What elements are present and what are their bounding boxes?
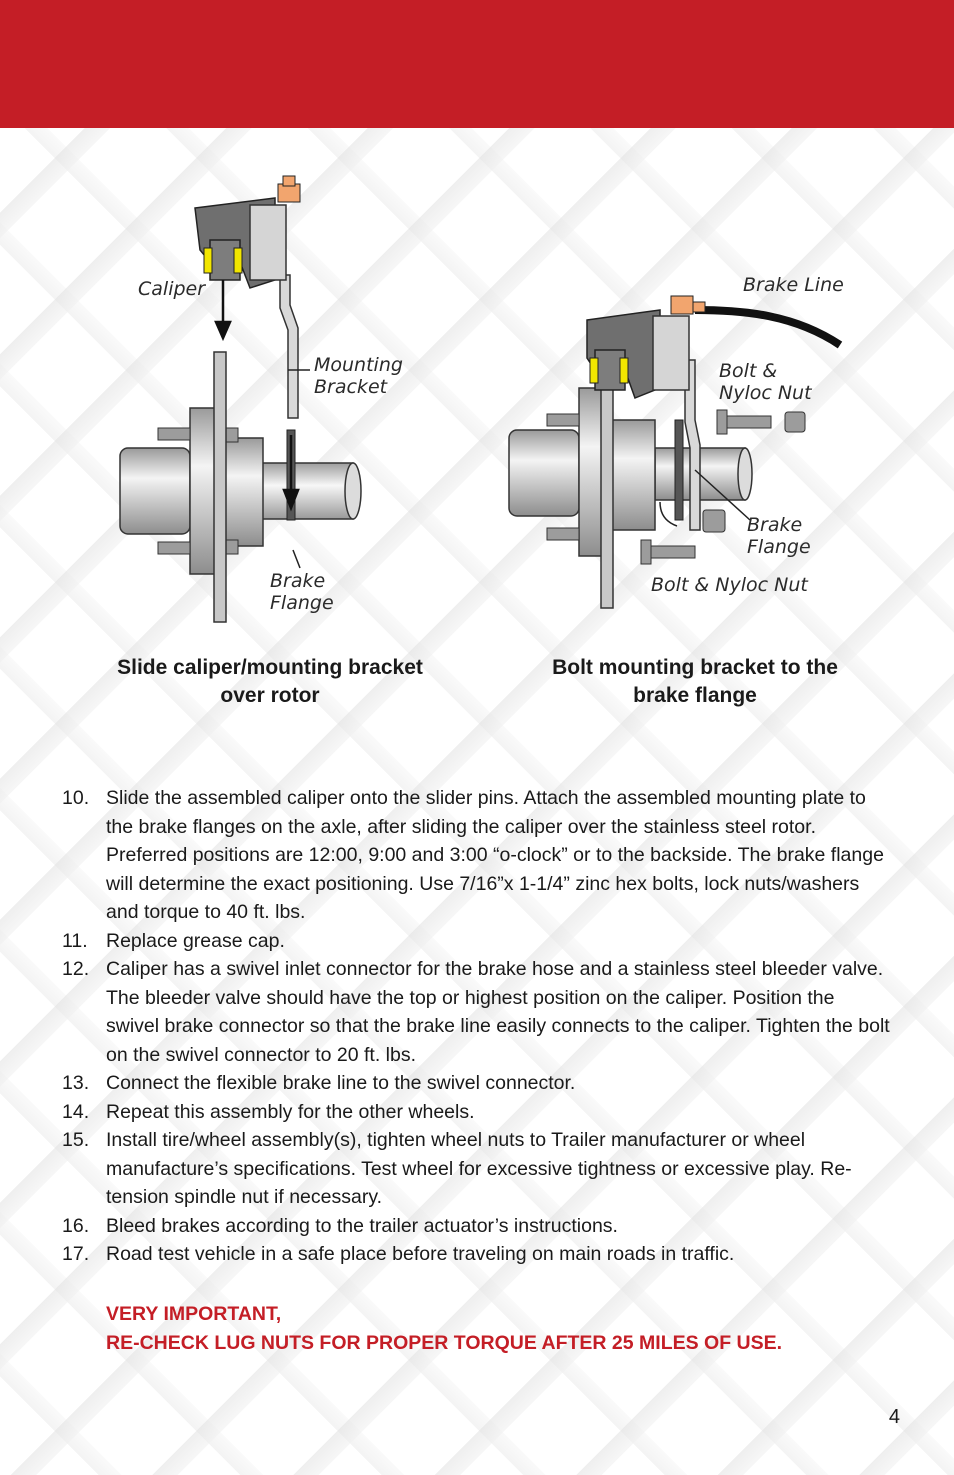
step-text: Connect the flexible brake line to the swivel connector. — [106, 1072, 576, 1094]
bleeder-bolt — [671, 296, 693, 314]
hub — [509, 430, 579, 516]
step-item — [62, 784, 892, 927]
step-item — [62, 1126, 892, 1212]
step-item — [62, 1212, 892, 1241]
mounting-bracket — [280, 275, 298, 418]
brake-line — [695, 310, 840, 345]
step-text: Bleed brakes according to the trailer actuator’s instructions. — [106, 1214, 618, 1237]
step-item — [62, 1069, 892, 1098]
bleeder-bolt — [278, 184, 300, 202]
page-number: 4 — [888, 1406, 900, 1428]
figure-bolt-bracket — [495, 270, 875, 630]
step-number: 15. — [62, 1129, 90, 1151]
hub — [120, 448, 190, 534]
figure-slide-caliper — [100, 170, 460, 640]
warning-message: RE-CHECK LUG NUTS FOR PROPER TORQUE AFTER 25 MILES OF USE. — [106, 1331, 783, 1354]
caliper-body — [587, 310, 689, 398]
step-item — [62, 955, 892, 1069]
step-text: Repeat this assembly for the other wheels. — [106, 1100, 475, 1123]
step-text: Replace grease cap. — [106, 929, 285, 952]
label-brake-flange: Brake Flange — [747, 514, 811, 558]
step-text: Caliper has a swivel inlet connector for the brake hose and a stainless steel bleeder valve. The bleeder valve should have the top or highest position on the caliper. Position the swivel brake connector so that the brake line easily connects to the caliper. Tighten the bolt on the swivel connector to 20 ft. lbs. — [106, 958, 890, 1066]
label-brake-line: Brake Line — [743, 274, 844, 296]
step-number: 13. — [62, 1072, 90, 1094]
torque-warning — [106, 1300, 906, 1357]
label-brake-flange: Brake Flange — [270, 570, 334, 614]
header-banner — [0, 0, 954, 128]
step-number: 12. — [62, 958, 90, 980]
step-number: 10. — [62, 787, 90, 809]
label-mounting-bracket: Mounting Bracket — [314, 354, 403, 398]
step-number: 17. — [62, 1243, 90, 1265]
label-bolt-nyloc-bottom: Bolt & Nyloc Nut — [651, 574, 808, 596]
instruction-steps — [62, 784, 892, 1269]
step-text: Road test vehicle in a safe place before traveling on main roads in traffic. — [106, 1243, 735, 1265]
step-number: 16. — [62, 1214, 90, 1237]
step-text: Install tire/wheel assembly(s), tighten wheel nuts to Trailer manufacturer or wheel manufacture’s specifications. Test wheel for excessive tightness or excessive play. Re-tension spindle nut if necessary. — [106, 1129, 852, 1208]
caption-left: Slide caliper/mounting bracket over rotor — [117, 656, 423, 707]
caliper-body — [195, 198, 286, 288]
step-text: Slide the assembled caliper onto the slider pins. Attach the assembled mounting plate to the brake flanges on the axle, after sliding the caliper over the stainless steel rotor. Preferred positions are 12:00, 9:00 and 3:00 “o-clock” or to the backside. The brake flange will determine the exact positioning. Use 7/16”x 1-1/4” zinc hex bolts, lock nuts/washers and torque to 40 ft. lbs. — [106, 787, 884, 923]
caption-right: Bolt mounting bracket to the brake flange — [552, 656, 838, 707]
step-item — [62, 1240, 892, 1269]
warning-heading: VERY IMPORTANT, — [106, 1303, 282, 1325]
label-caliper: Caliper — [138, 278, 206, 300]
label-bolt-nyloc-top: Bolt & Nyloc Nut — [719, 360, 812, 404]
step-item — [62, 1098, 892, 1127]
bolt-nyloc-top — [717, 410, 805, 434]
step-number: 11. — [62, 929, 88, 952]
rotor — [214, 352, 226, 622]
axle-shaft — [260, 463, 353, 519]
step-item — [62, 927, 892, 956]
brake-flange — [675, 420, 683, 520]
step-number: 14. — [62, 1100, 90, 1123]
